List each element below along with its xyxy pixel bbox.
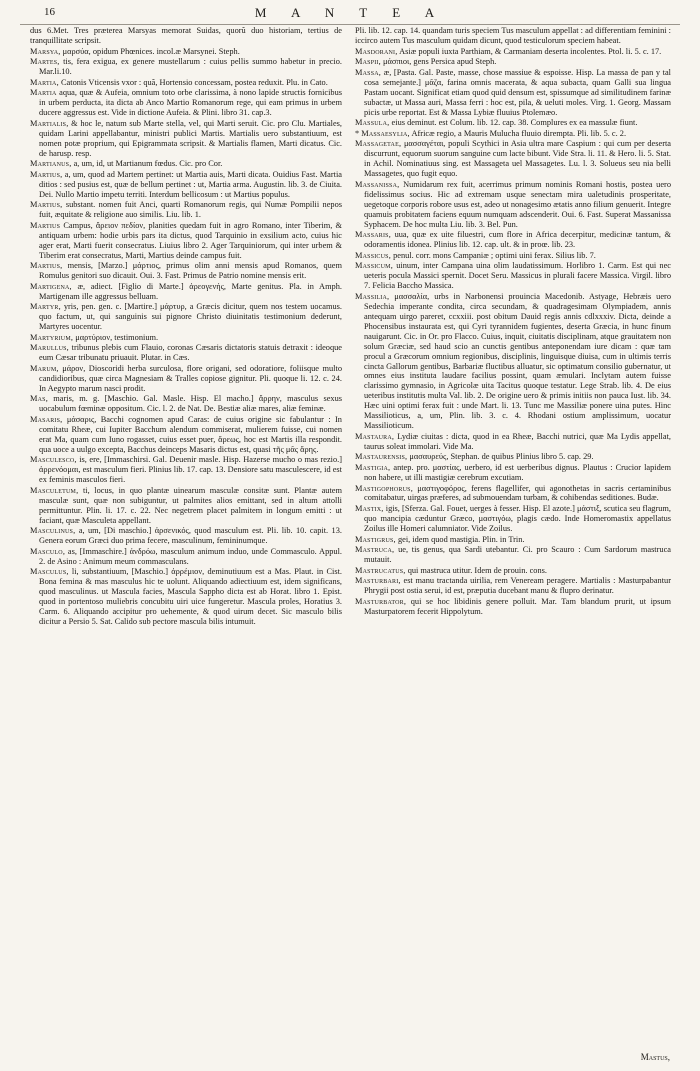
- dictionary-entry: [355, 504, 671, 534]
- dictionary-entry: [30, 88, 342, 118]
- entry-text: a, um, id, ut Martianum fœdus. Cic. pro Cor.: [73, 159, 223, 169]
- entry-text: gei, idem quod mastigia. Plin. in Trin.: [397, 534, 525, 544]
- entry-headword: Masaris,: [30, 414, 63, 424]
- entry-headword: Marsya,: [30, 46, 61, 56]
- entry-headword: Martyrium,: [30, 332, 74, 342]
- entry-text: Catonis Vticensis vxor : quã, Hortensio concessam, postea reduxit. Plu. in Cato.: [60, 77, 328, 87]
- entry-headword: Masturbator,: [355, 596, 407, 606]
- entry-headword: Mastix,: [355, 504, 384, 514]
- entry-text: μάσπιοι, gens Persica apud Steph.: [383, 57, 497, 67]
- entry-text: æ, adiect. [Figlio di Marte.] ἀρεογενής, Marte genitus. Pla. in Amph. Martigenam ille aggressus belluam.: [39, 281, 342, 301]
- entry-text: μασσαγέται, populi Scythici in Asia ultra mare Caspium : qui cum per deserta discurrunt, equorum suorum sanguine cum lacte bibunt. Vide Stra. li. 11. & Hero. li. 5. Stat. in Achil. Nominatiuus sing. est Massageta uel Massagetes. Lu. l. 3. Solueus seu nia belli Massagetes, quo fugit equo.: [364, 139, 671, 179]
- entry-headword: Masculetum,: [30, 485, 79, 495]
- entry-headword: Masculesco,: [30, 455, 77, 465]
- page-header: [20, 2, 680, 25]
- dictionary-entry: [30, 159, 342, 169]
- entry-text: μασαυρεύς, Stephan. de quibus Plinius libro 5. cap. 29.: [409, 452, 594, 462]
- entry-text: as, [Immaschire.] ἀνδρόω, masculum animum induo, unde Commasculo. Appul. 2. de Asino : Animum meum commasculans.: [39, 546, 342, 566]
- dictionary-entry: [30, 343, 342, 363]
- dictionary-entry: [355, 597, 671, 617]
- page-number: 16: [44, 6, 55, 18]
- entry-headword: Martius,: [30, 261, 63, 271]
- entry-headword: Massilia,: [355, 291, 390, 301]
- entry-headword: Martianus,: [30, 159, 72, 169]
- entry-text: is, ere, [Immaschirsi. Gal. Deuenir masle. Hisp. Hazerse mucho o mas rezio.] ἀρρενόομαι, est masculum fieri. Plinius lib. 17. cap. 13. Densiore satu masculescere, id est ex feminis masculos fieri.: [39, 455, 342, 485]
- dictionary-entry: [355, 566, 671, 576]
- dictionary-entry: [30, 119, 342, 159]
- dictionary-entry: [355, 261, 671, 291]
- dictionary-entry: [30, 364, 342, 394]
- entry-text: Lydiæ ciuitas : dicta, quod in ea Rheæ, Bacchi nutrici, quæ Ma Lydis appellat, taurus soleat immolari. Vide Ma.: [364, 431, 671, 451]
- entry-headword: Martius: [30, 220, 61, 230]
- entry-text: & hoc le, natum sub Marte stella, vel, qui Marti seruit. Cic. pro Clu. Martiales, quidam Larini appellabantur, ministri publici Martis. Martialis uero substantiuum, est nomen potæ proprium, qui Epigrammata scripsit. & Martialis flamen, Marti dicatus. Cic. de harusp. resp.: [39, 118, 342, 158]
- entry-text: yris, pen. gen. c. [Martire.] μάρτυρ, a Græcis dicitur, quem nos testem uocamus. quo factum, ut, qui sanguinis sui pignore Christo diuinitatis testimonium dederunt, Martyres uocentur.: [39, 302, 342, 332]
- entry-text: Pli. lib. 12. cap. 14. quandam turis speciem Tus masculum appellat : ad differentiam feminini : iccirco autem Tus masculum quidam dicunt, quod testiculorum speciem habeat.: [355, 26, 671, 45]
- dictionary-entry: [30, 170, 342, 200]
- dictionary-entry: [30, 333, 342, 343]
- entry-text: ti, locus, in quo plantæ uinearum masculæ consitæ sunt. Plantæ autem masculæ sunt, quæ non subiguntur, ut palmites alios emittant, sed in altum attolli permittuntur. Plin. li. 17. c. 22. Nec negetrem placet palmitem in longum emitti : ut faciant, quæ Masculeta appellant.: [39, 485, 342, 525]
- catchword: Mastus,: [640, 1052, 670, 1062]
- entry-text: μαρσύα, opidum Phœnices. incol.æ Marsynei. Steph.: [62, 46, 240, 56]
- dictionary-entry: [30, 302, 342, 332]
- entry-text: maris, m. g. [Maschio. Gal. Masle. Hisp. El macho.] ἄρρην, masculus sexus uocabulum fœminæ oppositum. Cic. l. 2. de Nat. De. Bestiæ aliæ mares, aliæ feminæ.: [39, 394, 342, 414]
- dictionary-entry: [355, 230, 671, 250]
- entry-headword: Martius,: [30, 169, 63, 179]
- entry-headword: Martigena,: [30, 281, 72, 291]
- entry-text: est manu tractanda uirilia, rem Veneream peragere. Martialis : Masturpabantur Phrygii post ostia serui, id est, præputia ducebant manu & flupro derinatur.: [364, 576, 671, 596]
- dictionary-entry: [30, 486, 342, 526]
- dictionary-entry: [30, 47, 342, 57]
- dictionary-entry: [355, 576, 671, 596]
- entry-text: li, substantiuum, [Maschio.] ἀρρέμιον, deminutiuum est a Mas. Plaut. in Cist. Bona femina & mas masculus hic te uolunt. Aliquando adiectiuum est, idem significans, quod masculinus. ut Mascula facies, Mascula Sappho dicta est ab Horat. libro 1. Epist. quod in portentoso muliebris concubitu uiri uice fungeretur. Mascula proles, Horatius 3. Carm. 6. Aliquando accipitur pro uehemente, & quod uirum decet. Sic masculo bilis dicitur a Persio 5. Sat. Calido sub pectore mascula bilis intumuit.: [39, 567, 342, 627]
- entry-headword: Martia: [30, 88, 57, 98]
- entry-text: ue, tis genus, qua Sardi utebantur. Ci. pro Scauro : Cum Sardorum mastruca mutauit.: [364, 545, 671, 565]
- entry-text: Numidarum rex fuit, acerrimus primum nominis Romani hostis, postea uero fidelissimus socius. Hic ad extremam usque senectam mira ualetudinis prosperitate, uegetoque corporis robore usus est, adeo ut nonagesimo ætatis anno filium genuerit. Integre quamuis probitatem faciens equum numquam adscenderit. Oui. 6. Fast. Superat Massanissa Syphacem. De hoc multa Liu. lib. 3. Bel. Pun.: [364, 179, 671, 229]
- dictionary-entry: [30, 547, 342, 567]
- entry-text: mensis, [Marzo.] μάρτιος, primus olim anni mensis apud Romanos, quem Romulus genitori suo dicauit. Oui. 3. Fast. Primus de Patrio nomine mensis erit.: [39, 261, 342, 281]
- entry-headword: Massa,: [355, 67, 382, 77]
- dictionary-entry: [355, 118, 671, 128]
- dictionary-entry: [355, 452, 671, 462]
- entry-headword: Massicum,: [355, 261, 393, 271]
- dictionary-entry: [30, 261, 342, 281]
- entry-headword: Martius,: [30, 200, 63, 210]
- entry-text: aqua, quæ & Aufeia, omnium toto orbe clarissima, à nono lapide structis fornicibus in urbem perducta, ita dicta ab Anco Martio Romanorum rege, qui eam primus in urbem ducere aggressus est. Vide in dictione Aufeia. & Plini. libro 31. cap.3.: [39, 88, 342, 118]
- dictionary-entry: [355, 129, 671, 139]
- entry-headword: Massanissa,: [355, 179, 400, 189]
- entry-text: æ, [Pasta. Gal. Paste, masse, chose massiue & espoisse. Hisp. La massa de pan y tal cosa semejante.] μᾶζα, farina omnis macerata, & aqua subacta, quam Galli sua lingua Pastam uocant. Significat etiam quod quid densum est, spissumque ad similitudinem farinæ subactæ, ut Massa auri, Massa ferri : hoc est, pila, & ueluti moles. Virg. 1. Georg. Massam picis urbe reportat. Est & Massa Lybiæ fluuius Ptolemæo.: [364, 67, 671, 117]
- entry-text: μάσαρις, Bacchi cognomen apud Caras: de cuius origine sic fabulantur : In comitatu Rheæ, cui Iupiter Bacchum alendum commiserat, mulierem fuisse, cui nomen erat Ma, quam cum Iuno rogasset, cuius esset puer, ἄρεως, hoc est Martis illa respondit. qua uoce a uulgo excepta, Bacchus deinceps Masaris dictus est, quasi τῆς μᾶς ἄρης.: [39, 414, 342, 454]
- entry-headword: Mastaurensis,: [355, 452, 408, 462]
- entry-headword: Mastigophorus,: [355, 483, 413, 493]
- entry-headword: Martyr,: [30, 302, 61, 312]
- entry-text: μάρον, Dioscoridi herba surculosa, flore origani, sed odoratiore, foliisque multo candidioribus, quæ circa Magnesiam & Tralles copiose gignitur. Pli. quoque li. 12. c. 24. In Aegypto marum nasci prodit.: [39, 363, 342, 393]
- dictionary-entry: [30, 200, 342, 220]
- dictionary-entry: [30, 26, 342, 46]
- entry-text: a, um, quod ad Martem pertinet: ut Martia auis, Marti dicata. Ouidius Fast. Martia ditios : sed pusius est, quæ de bellum pertinet : ut, Martia arma. Augustin. lib. 3. de Ciuita. Dei. Nullo Martio impetu territi. Interdum bellicosum : ut Martius populus.: [39, 169, 342, 199]
- entry-headword: Mas,: [30, 394, 48, 404]
- dictionary-entry: [30, 394, 342, 414]
- entry-text: igis, [Sferza. Gal. Fouet, uerges à fesser. Hisp. El azote.] μάστιξ, scutica seu flagrum, quo mancipia cæduntur Græco, μαστιγόω, plagis cædo. Inde Homeromastix appellatus Zoilus ille Homeri calumniator. Vide Zoilus.: [364, 504, 671, 533]
- entry-text: Asiæ populi iuxta Parthiam, & Carmaniam deserta incolentes. Ptol. li. 5. c. 17.: [399, 46, 662, 56]
- entry-text: tribunus plebis cum Flauio, coronas Cæsaris dictatoris statuis detraxit : ideoque eum Cæsar tribunatu priuauit. Plutar. in Cæs.: [39, 343, 342, 363]
- entry-headword: Masculinus,: [30, 526, 76, 536]
- entry-text: antep. pro. μαστίας, uerbero, id est uerberibus dignus. Plautus : Crucior lapidem non habere, ut illi mastigiæ cerebrum excutiam.: [364, 462, 671, 482]
- entry-headword: Mastruca,: [355, 545, 395, 555]
- entry-headword: Masturbari,: [355, 576, 401, 586]
- entry-headword: Martes,: [30, 57, 60, 67]
- entry-headword: Massaesylia,: [361, 128, 410, 138]
- entry-headword: Mastrucatus,: [355, 565, 406, 575]
- entry-headword: Masculo,: [30, 546, 66, 556]
- dictionary-entry: [355, 251, 671, 261]
- entry-text: uinum, inter Campana uina olim laudatissimum. Horlibro 1. Carm. Est qui nec ueteris pocula Massici spernit. Docet Seru. Massicus in plurali facere Massica. Virgil. libro 7. Felicia Baccho Massica.: [364, 261, 671, 291]
- entry-headword: Masdorani,: [355, 46, 398, 56]
- left-column: [30, 26, 342, 1066]
- entry-headword: Massula,: [355, 118, 390, 128]
- entry-text: μασσαλία, urbs in Narbonensi prouincia Macedonib. Astyage, Hebræis uero Sedechia imperante condita, circa secundam, & quadragesimam Olympiadem, annis antequam uirgo pareret, ccxxiii. post obitum Dauid regis annis cdlxxxiv. Dicta, deinde a Phocensibus instaurata est, qui Cyri tyrannidem fugientes, deserta Græcia, in hunc finum nauigarunt. Cic. in Or. pro Flacco. Cuius, inquit, ciuitatis disciplinam, atque grauitatem non solum Græciæ, sed haud scio an cunctis gentibus anteponendam iure dicam : quæ tam procul a Græcorum omnium regionibus, disciplinis, linguisque diuisa, cum in ultimis terris cincta Gallorum gentibus, Barbariæ fluctibus alluatur, sic optimatum consilio gubernatur, ut omnes eius instituta laudare facilius possint, quam æmulari. Inclytam autem fuisse clarissimo gymnasio, in Agricolæ uita Tacitus quoque testatur. Lege Strab. lib. 4. De eius ueteribus institutis multa Val. lib. 2. De origine uero & primis initiis non pauca Iust. lib. 34. Hæc uini optimi ferax fuit : unde Mart. li. 13. Tunc me Massiliæ ponere uina putes. Hinc Massilioticus, a, um, Plin. lib. 3. c. 4. Rhodani ostium amplissimum, uocatur Massilioticum.: [364, 291, 671, 431]
- entry-text: μαρτύριον, testimonium.: [75, 332, 159, 342]
- entry-text: tis, fera exigua, ex genere mustellarum : cuius pellis summo habetur in precio. Mar.li.10.: [39, 57, 342, 77]
- entry-headword: Mastaura,: [355, 431, 395, 441]
- entry-headword: Martia,: [30, 77, 59, 87]
- entry-headword: Massagetae,: [355, 139, 402, 149]
- dictionary-entry: [355, 68, 671, 118]
- entry-headword: Mastigrus,: [355, 534, 396, 544]
- entry-headword: Massicus,: [355, 250, 391, 260]
- entry-text: qui se hoc libidinis genere polluit. Mar. Tam blandum prurit, ut ipsum Masturpatorem fecerit Hippolytum.: [364, 596, 671, 616]
- entry-headword: Massaris,: [355, 230, 391, 240]
- dictionary-entry: [355, 545, 671, 565]
- running-title: M A N T E A: [254, 5, 446, 20]
- entry-text: eius deminut. est Colum. lib. 12. cap. 38. Complures ex ea massulæ fiunt.: [391, 118, 638, 128]
- entry-text: substant. nomen fuit Anci, quarti Romanorum regis, qui Numæ Pompilii nepos fuit, æquitate & religione auo similis. Liu. lib. 1.: [39, 200, 342, 220]
- dictionary-entry: [355, 47, 671, 57]
- entry-headword: Mastigia,: [355, 462, 391, 472]
- dictionary-entry: [30, 57, 342, 77]
- dictionary-entry: [30, 567, 342, 627]
- entry-headword: Martialis,: [30, 118, 69, 128]
- asterisk-mark: *: [355, 128, 362, 138]
- dictionary-entry: [355, 292, 671, 432]
- dictionary-entry: [355, 139, 671, 179]
- entry-headword: Marum,: [30, 363, 59, 373]
- entry-text: Africæ regio, a Mauris Mulucha fluuio dirempta. Pli. lib. 5. c. 2.: [411, 128, 627, 138]
- dictionary-entry: [30, 282, 342, 302]
- dictionary-entry: [355, 463, 671, 483]
- entry-headword: Marullus,: [30, 343, 69, 353]
- dictionary-entry: [30, 455, 342, 485]
- dictionary-entry: [30, 415, 342, 455]
- entry-headword: Maspii,: [355, 57, 381, 67]
- entry-text: a, um, [Di maschio.] ἀρσενικός, quod masculum est. Pli. lib. 10. capit. 13. Genera eorum Græci duo prima fecere, masculinum, femininumque.: [39, 526, 342, 546]
- right-column: [355, 26, 671, 1066]
- dictionary-entry: [355, 535, 671, 545]
- entry-headword: Masculus,: [30, 567, 69, 577]
- entry-text: μαστιγοφόρος, ferens flagellifer, qui agonothetas in sacris certaminibus comitabatur, uirgas præferes, ad submouendam turbam, & cohibendas seditiones. Budæ.: [364, 483, 671, 503]
- dictionary-entry: [355, 26, 671, 46]
- entry-text: penul. corr. mons Campaniæ ; optimi uini ferax. Silius lib. 7.: [393, 250, 596, 260]
- dictionary-entry: [355, 180, 671, 230]
- entry-text: qui mastruca utitur. Idem de prouin. cons.: [407, 565, 547, 575]
- entry-text: dus 6.Met. Tres præterea Marsyas memorat Suidas, quorũ duo historiam, tertius de tranquillitate scripsit.: [30, 26, 342, 45]
- dictionary-entry: [355, 484, 671, 504]
- dictionary-entry: [30, 78, 342, 88]
- dictionary-entry: [30, 526, 342, 546]
- entry-text: Campus, ἄρειον πεδίον, planities quedam fuit in agro Romano, inter Tiberim, & antiquam urbem: hodie urbis pars ita dictus, quod Tarquinio in exsilium acto, cuius hic ager erat, Marti fuerit consecratus. Liuius libro 2. Ager Tarquiniorum, qui inter urbem & Tiberim erat consecratus, Marti, Martius deinde campus fuit.: [39, 220, 342, 260]
- entry-text: uua, quæ ex uite filuestri, cum flore in Africa decerpitur, medicinæ tantum, & odoramentis idonea. Plinius lib. 12. cap. ult. & in proœ. lib. 23.: [364, 230, 671, 250]
- dictionary-entry: [30, 221, 342, 261]
- dictionary-entry: [355, 57, 671, 67]
- dictionary-entry: [355, 432, 671, 452]
